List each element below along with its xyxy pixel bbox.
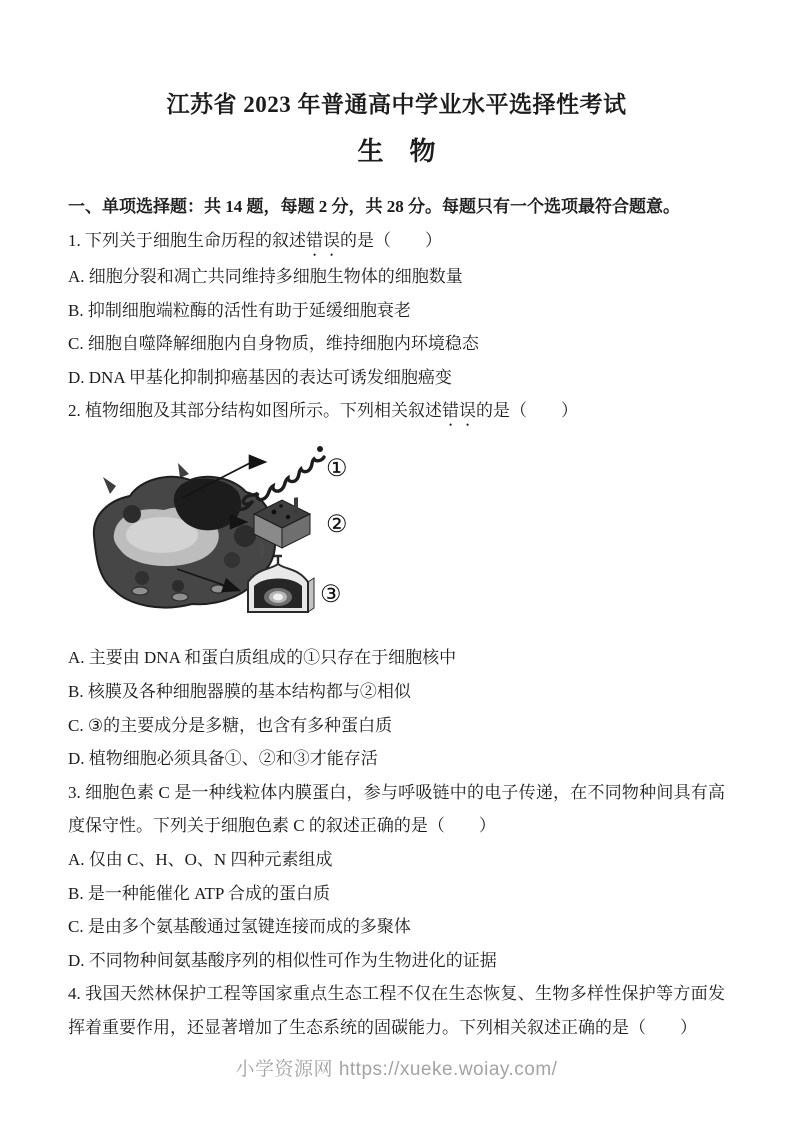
page-title: 江苏省 2023 年普通高中学业水平选择性考试 [166, 92, 627, 117]
question-1-stem-prefix: 1. 下列关于细胞生命历程的叙述 [68, 231, 306, 250]
question-1-option-a: A. 细胞分裂和凋亡共同维持多细胞生物体的细胞数量 [68, 267, 463, 286]
question-3-stem: 3. 细胞色素 C 是一种线粒体内膜蛋白，参与呼吸链中的电子传递，在不同物种间具有高度保守性。下列关于细胞色素 C 的叙述正确的是（ ） [68, 782, 725, 836]
question-1-stem-emphasis: 错误 [306, 231, 340, 250]
question-1-stem-suffix: 的是（ ） [340, 231, 442, 250]
question-2-stem-prefix: 2. 植物细胞及其部分结构如图所示。下列相关叙述 [68, 401, 442, 421]
figure-label-3: ③ [320, 582, 342, 609]
question-1-option-c: C. 细胞自噬降解细胞内自身物质，维持细胞内环境稳态 [68, 334, 479, 354]
watermark-footer: 小学资源网 https://xueke.woiay.com/ [235, 1059, 558, 1080]
question-2-stem-suffix: 的是（ ） [476, 401, 578, 421]
question-1-stem [68, 224, 725, 260]
question-2-option-d: D. 植物细胞必须具备①、②和③才能存活 [68, 749, 378, 769]
question-2-option-c: C. ③的主要成分是多糖，也含有多种蛋白质 [68, 715, 393, 735]
question-3-option-d: D. 不同物种间氨基酸序列的相似性可作为生物进化的证据 [68, 950, 497, 970]
question-2-stem [68, 394, 725, 430]
figure-label-1: ① [326, 456, 348, 483]
question-2-option-b: B. 核膜及各种细胞器膜的基本结构都与②相似 [68, 681, 411, 701]
question-3-option-a: A. 仅由 C、H、O、N 四种元素组成 [68, 849, 333, 869]
plant-cell-figure [82, 436, 414, 639]
question-4-stem: 4. 我国天然林保护工程等国家重点生态工程不仅在生态恢复、生物多样性保护等方面发挥着重要作用，还显著增加了生态系统的固碳能力。下列相关叙述正确的是（ ） [68, 984, 725, 1037]
question-3-option-b: B. 是一种能催化 ATP 合成的蛋白质 [68, 883, 330, 903]
subject-title: 生 物 [357, 137, 436, 166]
question-2-option-a: A. 主要由 DNA 和蛋白质组成的①只存在于细胞核中 [68, 648, 457, 668]
plant-cell-illustration [82, 436, 414, 634]
question-1-option-b: B. 抑制细胞端粒酶的活性有助于延缓细胞衰老 [68, 300, 411, 320]
figure-label-2: ② [326, 512, 348, 539]
question-2-stem-emphasis: 错误 [442, 401, 476, 421]
section-header: 一、单项选择题：共 14 题，每题 2 分，共 28 分。每题只有一个选项最符合题意。 [68, 197, 680, 216]
question-3-option-c: C. 是由多个氨基酸通过氢键连接而成的多聚体 [68, 917, 411, 937]
question-1-option-d: D. DNA 甲基化抑制抑癌基因的表达可诱发细胞癌变 [68, 367, 452, 387]
